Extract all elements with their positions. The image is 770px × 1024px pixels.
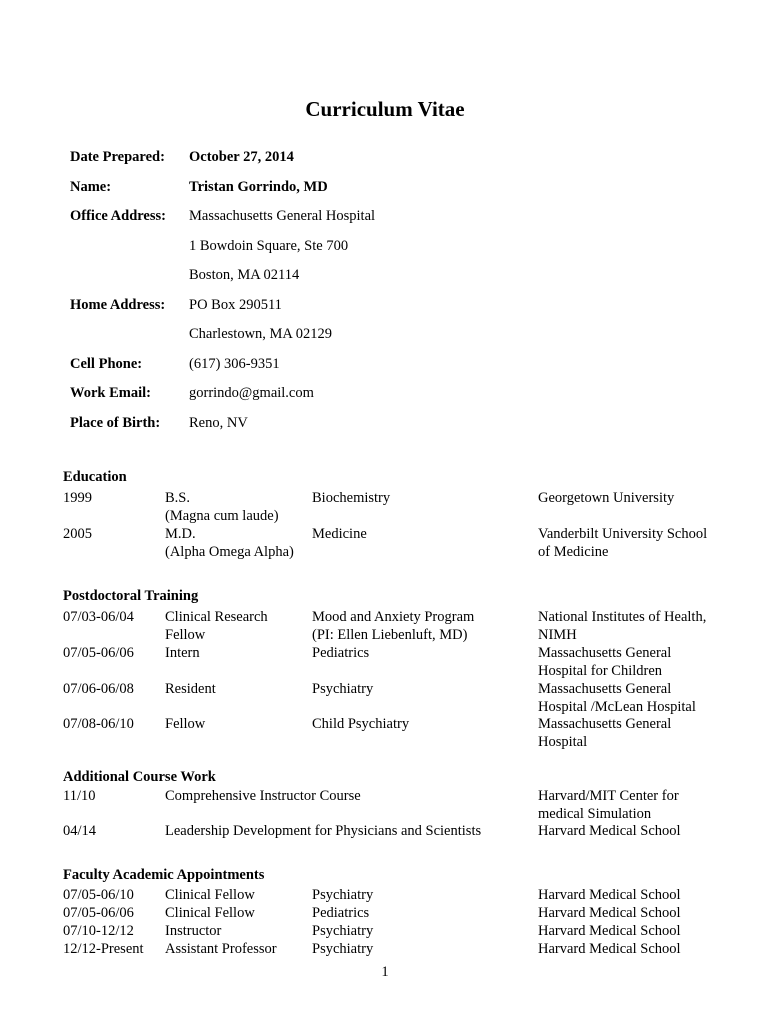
course-institution: Harvard/MIT Center for	[538, 788, 679, 804]
section-title-faculty: Faculty Academic Appointments	[63, 867, 265, 883]
info-label-phone: Cell Phone:	[70, 356, 143, 372]
section-title-postdoc: Postdoctoral Training	[63, 588, 199, 604]
info-label-home: Home Address:	[70, 297, 166, 313]
faculty-institution: Harvard Medical School	[538, 923, 681, 939]
course-name: Comprehensive Instructor Course	[165, 788, 361, 804]
postdoc-position: Intern	[165, 645, 200, 661]
course-name: Leadership Development for Physicians and Scientists	[165, 823, 482, 839]
postdoc-position: Resident	[165, 681, 216, 697]
postdoc-institution: Hospital /McLean Hospital	[538, 699, 696, 715]
info-value-office-line: Boston, MA 02114	[189, 267, 300, 283]
postdoc-date: 07/08-06/10	[63, 716, 134, 732]
faculty-date: 07/10-12/12	[63, 923, 134, 939]
info-value-home-line: Charlestown, MA 02129	[189, 326, 332, 342]
info-label-birth: Place of Birth:	[70, 415, 161, 431]
edu-institution: Georgetown University	[538, 490, 675, 506]
faculty-date: 12/12-Present	[63, 941, 144, 957]
info-label-office: Office Address:	[70, 208, 166, 224]
edu-field: Medicine	[312, 526, 367, 542]
postdoc-field: Pediatrics	[312, 645, 370, 661]
info-value-email: gorrindo@gmail.com	[189, 385, 314, 401]
postdoc-institution: NIMH	[538, 627, 577, 643]
postdoc-field: (PI: Ellen Liebenluft, MD)	[312, 627, 468, 643]
postdoc-institution: Hospital for Children	[538, 663, 663, 679]
info-value-office-line: 1 Bowdoin Square, Ste 700	[189, 238, 349, 254]
faculty-dept: Psychiatry	[312, 923, 374, 939]
info-value-name: Tristan Gorrindo, MD	[189, 179, 328, 195]
postdoc-date: 07/05-06/06	[63, 645, 134, 661]
postdoc-institution: Hospital	[538, 734, 588, 750]
postdoc-field: Psychiatry	[312, 681, 374, 697]
postdoc-date: 07/06-06/08	[63, 681, 134, 697]
postdoc-institution: National Institutes of Health,	[538, 609, 707, 625]
edu-year: 2005	[63, 526, 92, 542]
postdoc-position: Clinical Research	[165, 609, 268, 625]
faculty-date: 07/05-06/10	[63, 887, 134, 903]
info-value-birth: Reno, NV	[189, 415, 248, 431]
edu-field: Biochemistry	[312, 490, 391, 506]
edu-year: 1999	[63, 490, 92, 506]
postdoc-position: Fellow	[165, 627, 206, 643]
faculty-dept: Pediatrics	[312, 905, 370, 921]
course-date: 11/10	[63, 788, 96, 804]
edu-degree-honor: (Alpha Omega Alpha)	[165, 544, 294, 560]
faculty-title: Clinical Fellow	[165, 887, 255, 903]
info-value-office-line: Massachusetts General Hospital	[189, 208, 376, 224]
info-value-home-line: PO Box 290511	[189, 297, 282, 313]
faculty-title: Instructor	[165, 923, 222, 939]
section-title-education: Education	[63, 469, 127, 485]
faculty-date: 07/05-06/06	[63, 905, 134, 921]
info-label-email: Work Email:	[70, 385, 151, 401]
page-number: 1	[381, 964, 389, 980]
faculty-title: Assistant Professor	[165, 941, 277, 957]
info-value-phone: (617) 306-9351	[189, 356, 280, 372]
faculty-institution: Harvard Medical School	[538, 887, 681, 903]
info-label-date: Date Prepared:	[70, 149, 165, 165]
postdoc-field: Mood and Anxiety Program	[312, 609, 475, 625]
faculty-dept: Psychiatry	[312, 941, 374, 957]
faculty-institution: Harvard Medical School	[538, 941, 681, 957]
edu-institution: of Medicine	[538, 544, 609, 560]
postdoc-position: Fellow	[165, 716, 206, 732]
course-institution: Harvard Medical School	[538, 823, 681, 839]
section-title-coursework: Additional Course Work	[63, 769, 216, 785]
faculty-title: Clinical Fellow	[165, 905, 255, 921]
edu-institution: Vanderbilt University School	[538, 526, 708, 542]
info-label-name: Name:	[70, 179, 112, 195]
postdoc-institution: Massachusetts General	[538, 645, 672, 661]
edu-degree: B.S.	[165, 490, 190, 506]
faculty-institution: Harvard Medical School	[538, 905, 681, 921]
edu-degree-honor: (Magna cum laude)	[165, 508, 279, 524]
edu-degree: M.D.	[165, 526, 196, 542]
document-title: Curriculum Vitae	[305, 97, 465, 121]
course-date: 04/14	[63, 823, 97, 839]
faculty-dept: Psychiatry	[312, 887, 374, 903]
postdoc-date: 07/03-06/04	[63, 609, 134, 625]
course-institution: medical Simulation	[538, 806, 652, 822]
postdoc-institution: Massachusetts General	[538, 716, 672, 732]
postdoc-institution: Massachusetts General	[538, 681, 672, 697]
info-value-date: October 27, 2014	[189, 149, 294, 165]
postdoc-field: Child Psychiatry	[312, 716, 410, 732]
